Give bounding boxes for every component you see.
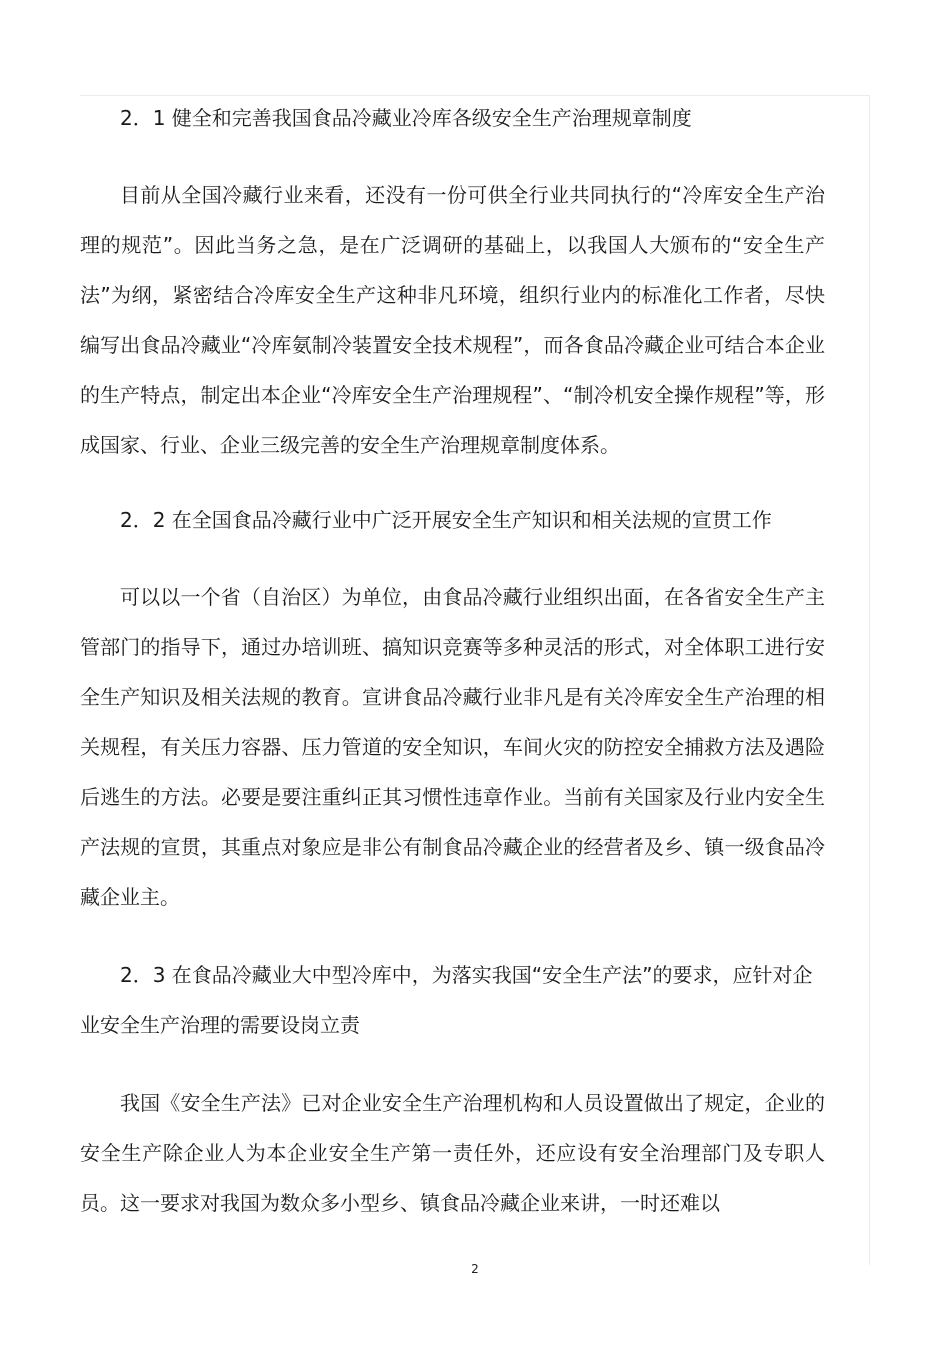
document-body xyxy=(80,96,870,1228)
section-heading-2-2: 2．2 在全国食品冷藏行业中广泛开展安全生产知识和相关法规的宣贯工作 xyxy=(120,508,772,532)
section-paragraph-2-1: 目前从全国冷藏行业来看，还没有一份可供全行业共同执行的“冷库安全生产治理的规范”。因此当务之急，是在广泛调研的基础上，以我国人大颁布的“安全生产法”为纲，紧密结合冷库安全生产这种非凡环境，组织行业内的标准化工作者，尽快编写出食品冷藏业“冷库氨制冷装置安全技术规程”，而各食品冷藏企业可结合本企业的生产特点，制定出本企业“冷库安全生产治理规程”、“制冷机安全操作规程”等，形成国家、行业、企业三级完善的安全生产治理规章制度体系。 xyxy=(80,183,825,457)
section-paragraph-2-3: 我国《安全生产法》已对企业安全生产治理机构和人员设置做出了规定，企业的安全生产除企业人为本企业安全生产第一责任外，还应设有安全治理部门及专职人员。这一要求对我国为数众多小型乡、镇食品冷藏企业来讲，一时还难以 xyxy=(80,1091,825,1215)
section-heading-2-1: 2．1 健全和完善我国食品冷藏业冷库各级安全生产治理规章制度 xyxy=(120,106,692,130)
page-number: 2 xyxy=(471,1262,479,1276)
section-paragraph-2-2: 可以以一个省（自治区）为单位，由食品冷藏行业组织出面，在各省安全生产主管部门的指导下，通过办培训班、搞知识竞赛等多种灵活的形式，对全体职工进行安全生产知识及相关法规的教育。宣讲食品冷藏行业非凡是有关冷库安全生产治理的相关规程，有关压力容器、压力管道的安全知识，车间火灾的防控安全捕救方法及遇险后逃生的方法。必要是要注重纠正其习惯性违章作业。当前有关国家及行业内安全生产法规的宣贯，其重点对象应是非公有制食品冷藏企业的经营者及乡、镇一级食品冷藏企业主。 xyxy=(80,585,825,909)
section-heading-2-3: 2．3 在食品冷藏业大中型冷库中，为落实我国“安全生产法”的要求，应针对企业安全生产治理的需要设岗立责 xyxy=(80,963,813,1037)
